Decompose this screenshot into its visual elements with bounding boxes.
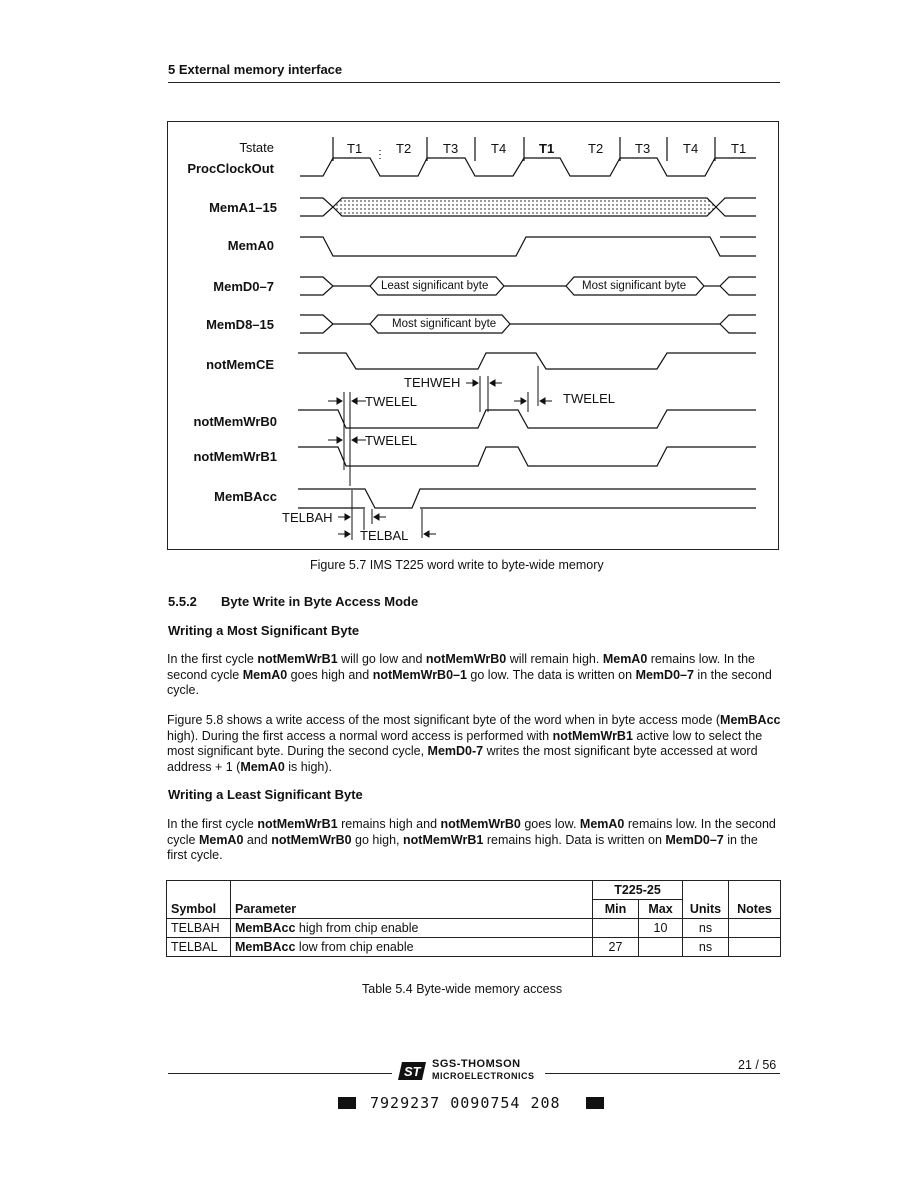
tstate-label: Tstate	[239, 140, 274, 155]
timing-table	[166, 880, 781, 957]
signal-label-membacc: MemBAcc	[214, 489, 277, 504]
bubble-msb2-label: Most significant byte	[392, 318, 497, 330]
mema1-15-valid	[333, 198, 716, 216]
col-header-parameter: Parameter	[231, 881, 593, 919]
col-header-group: T225-25	[593, 881, 683, 900]
paragraph-lsb: In the first cycle notMemWrB1 remains high and notMemWrB0 goes low. MemA0 remains low. In the second cycle MemA0 and notMemWrB0 go high, notMemWrB1 remains high. Data is written on MemD0–7 in the first cycle.	[167, 817, 776, 862]
tstate-t2: T2	[396, 141, 412, 156]
signal-label-notmemwrb1: notMemWrB1	[193, 449, 277, 464]
paragraph-msb-2: Figure 5.8 shows a write access of the most significant byte of the word when in byte access mode (MemBAcc high). During the first access a normal word access is performed with notMemWrB1 active low to select the most significant byte. During the second cycle, MemD0-7 writes the most significant byte accessed at word address + 1 (MemA0 is high).	[167, 713, 781, 774]
cell-min: 27	[593, 938, 639, 957]
section-number: 5.5.2	[168, 594, 197, 609]
notmemwrb0-waveform	[298, 410, 756, 428]
subsection-title-msb: Writing a Most Significant Byte	[168, 623, 360, 638]
mema1-15-waveform	[300, 198, 333, 216]
timing-label-tehweh: TEHWEH	[404, 375, 461, 390]
signal-label-mema1-15: MemA1–15	[209, 200, 277, 215]
timing-label-twelel: TWELEL	[365, 433, 418, 448]
col-header-max: Max	[639, 900, 683, 919]
col-header-symbol: Symbol	[167, 881, 231, 919]
logo-company-name: SGS-THOMSON	[432, 1058, 521, 1070]
tstate-t3: T3	[635, 141, 651, 156]
signal-label-memd0-7: MemD0–7	[213, 279, 274, 294]
signal-label-notmemwrb0: notMemWrB0	[193, 414, 277, 429]
procclockout-waveform	[300, 158, 756, 176]
paragraph-msb-1: In the first cycle notMemWrB1 will go low and notMemWrB0 will remain high. MemA0 remains low. In the second cycle MemA0 goes high and notMemWrB0–1 go low. The data is written on MemD0–7 in the second cycle.	[167, 652, 772, 697]
table-caption: Table 5.4 Byte-wide memory access	[362, 982, 563, 996]
cell-symbol: TELBAH	[167, 919, 231, 938]
memd0-7-waveform	[300, 277, 333, 295]
timing-label-twelel: TWELEL	[365, 394, 418, 409]
signal-label-memd8-15: MemD8–15	[206, 317, 274, 332]
cell-min	[593, 919, 639, 938]
signal-label-mema0: MemA0	[227, 238, 274, 253]
cell-max: 10	[639, 919, 683, 938]
tstate-t1: T1	[731, 141, 747, 156]
timing-label-twelel: TWELEL	[563, 391, 616, 406]
mema0-waveform	[300, 237, 756, 256]
footer-rule-right	[545, 1073, 780, 1074]
page-header-title: 5 External memory interface	[168, 62, 343, 77]
tstate-t1: T1	[539, 141, 555, 156]
timing-label-telbal: TELBAL	[360, 528, 409, 543]
bubble-lsb-label: Least significant byte	[381, 280, 489, 292]
cell-symbol: TELBAL	[167, 938, 231, 957]
timing-label-telbah: TELBAH	[282, 510, 333, 525]
cell-max	[639, 938, 683, 957]
tstate-t4: T4	[683, 141, 699, 156]
subsection-title-lsb: Writing a Least Significant Byte	[168, 787, 363, 802]
barcode-marker-right	[586, 1097, 604, 1109]
logo-company-division: MICROELECTRONICS	[432, 1071, 535, 1081]
memd8-15-waveform	[300, 315, 333, 333]
barcode-number: 7929237 0090754 208	[370, 1094, 561, 1112]
notmemwrb1-waveform	[298, 447, 756, 466]
signal-label-notmemce: notMemCE	[206, 357, 274, 372]
table-row	[167, 919, 781, 938]
membacc-waveform	[298, 489, 756, 508]
col-header-notes: Notes	[729, 881, 781, 919]
bubble-msb-label: Most significant byte	[582, 280, 687, 292]
cell-notes	[729, 919, 781, 938]
cell-notes	[729, 938, 781, 957]
timing-diagram	[0, 0, 898, 560]
svg-text:ST: ST	[404, 1064, 421, 1079]
tstate-t2: T2	[588, 141, 604, 156]
tstate-t1: T1	[347, 141, 363, 156]
cell-units: ns	[683, 919, 729, 938]
col-header-min: Min	[593, 900, 639, 919]
notmemce-waveform	[298, 353, 756, 369]
barcode-marker-left	[338, 1097, 356, 1109]
signal-label-procclockout: ProcClockOut	[187, 161, 274, 176]
cell-units: ns	[683, 938, 729, 957]
table-row	[167, 938, 781, 957]
figure-caption: Figure 5.7 IMS T225 word write to byte-wide memory	[310, 558, 604, 572]
cell-parameter: MemBAcc high from chip enable	[231, 919, 593, 938]
tstate-t3: T3	[443, 141, 459, 156]
section-title: Byte Write in Byte Access Mode	[221, 594, 419, 609]
cell-parameter: MemBAcc low from chip enable	[231, 938, 593, 957]
page-number: 21 / 56	[738, 1058, 777, 1072]
col-header-units: Units	[683, 881, 729, 919]
footer-rule-left	[168, 1073, 392, 1074]
st-logo-icon	[398, 1060, 428, 1082]
tstate-t4: T4	[491, 141, 507, 156]
